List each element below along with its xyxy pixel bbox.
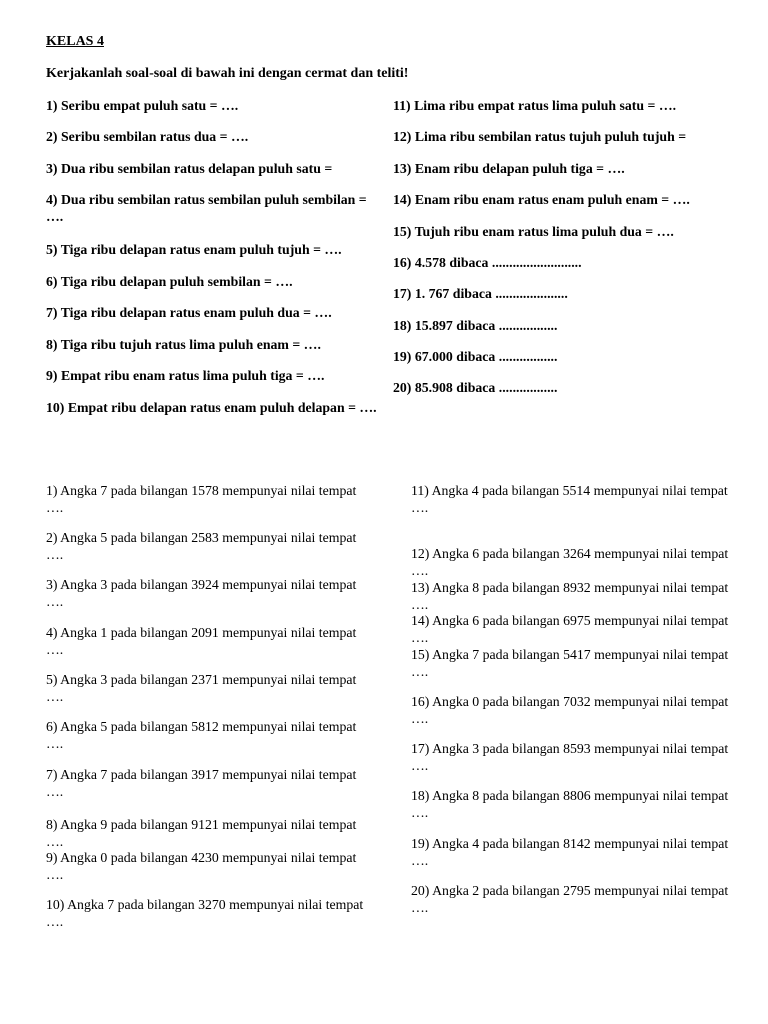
place-value-item: 15) Angka 7 pada bilangan 5417 mempunyai nilai tempat …. (411, 647, 729, 679)
question-item: 2) Seribu sembilan ratus dua = …. (46, 129, 249, 144)
place-value-item: 18) Angka 8 pada bilangan 8806 mempunyai nilai tempat …. (411, 788, 729, 820)
place-value-item: 11) Angka 4 pada bilangan 5514 mempunyai nilai tempat …. (411, 483, 728, 515)
place-value-item: 6) Angka 5 pada bilangan 5812 mempunyai nilai tempat …. (46, 719, 357, 751)
place-value-item: 17) Angka 3 pada bilangan 8593 mempunyai nilai tempat …. (411, 741, 729, 773)
question-item: 20) 85.908 dibaca ................. (393, 380, 558, 395)
question-item: 19) 67.000 dibaca ................. (393, 349, 558, 364)
question-item: 1) Seribu empat puluh satu = …. (46, 98, 239, 113)
question-item: 5) Tiga ribu delapan ratus enam puluh tujuh = …. (46, 242, 342, 257)
instruction-text: Kerjakanlah soal-soal di bawah ini dengan cermat dan teliti! (46, 66, 409, 81)
page-title: KELAS 4 (46, 34, 104, 49)
place-value-item: 5) Angka 3 pada bilangan 2371 mempunyai nilai tempat …. (46, 672, 357, 704)
question-item: 4) Dua ribu sembilan ratus sembilan puluh sembilan = …. (46, 192, 367, 224)
question-item: 10) Empat ribu delapan ratus enam puluh delapan = …. (46, 400, 377, 415)
place-value-item: 14) Angka 6 pada bilangan 6975 mempunyai nilai tempat …. (411, 613, 729, 645)
place-value-item: 3) Angka 3 pada bilangan 3924 mempunyai nilai tempat …. (46, 577, 357, 609)
place-value-item: 8) Angka 9 pada bilangan 9121 mempunyai nilai tempat …. (46, 817, 357, 849)
place-value-item: 10) Angka 7 pada bilangan 3270 mempunyai nilai tempat …. (46, 897, 364, 929)
place-value-item: 13) Angka 8 pada bilangan 8932 mempunyai nilai tempat …. (411, 580, 729, 612)
place-value-item: 9) Angka 0 pada bilangan 4230 mempunyai nilai tempat …. (46, 850, 357, 882)
question-item: 12) Lima ribu sembilan ratus tujuh puluh tujuh = (393, 129, 687, 144)
question-item: 8) Tiga ribu tujuh ratus lima puluh enam = …. (46, 337, 321, 352)
place-value-item: 19) Angka 4 pada bilangan 8142 mempunyai nilai tempat …. (411, 836, 729, 868)
place-value-item: 1) Angka 7 pada bilangan 1578 mempunyai nilai tempat …. (46, 483, 357, 515)
question-item: 14) Enam ribu enam ratus enam puluh enam = …. (393, 192, 690, 207)
question-item: 18) 15.897 dibaca ................. (393, 318, 558, 333)
place-value-item: 7) Angka 7 pada bilangan 3917 mempunyai nilai tempat …. (46, 767, 357, 799)
place-value-item: 4) Angka 1 pada bilangan 2091 mempunyai nilai tempat …. (46, 625, 357, 657)
question-item: 11) Lima ribu empat ratus lima puluh satu = …. (393, 98, 677, 113)
question-item: 13) Enam ribu delapan puluh tiga = …. (393, 161, 625, 176)
question-item: 7) Tiga ribu delapan ratus enam puluh dua = …. (46, 305, 332, 320)
place-value-item: 12) Angka 6 pada bilangan 3264 mempunyai nilai tempat …. (411, 546, 729, 578)
question-item: 17) 1. 767 dibaca ..................... (393, 286, 568, 301)
question-item: 3) Dua ribu sembilan ratus delapan puluh satu = (46, 161, 333, 176)
place-value-item: 16) Angka 0 pada bilangan 7032 mempunyai nilai tempat …. (411, 694, 729, 726)
question-item: 6) Tiga ribu delapan puluh sembilan = …. (46, 274, 293, 289)
place-value-item: 2) Angka 5 pada bilangan 2583 mempunyai nilai tempat …. (46, 530, 357, 562)
place-value-item: 20) Angka 2 pada bilangan 2795 mempunyai nilai tempat …. (411, 883, 729, 915)
question-item: 15) Tujuh ribu enam ratus lima puluh dua = …. (393, 224, 674, 239)
question-item: 16) 4.578 dibaca .......................... (393, 255, 582, 270)
question-item: 9) Empat ribu enam ratus lima puluh tiga = …. (46, 368, 325, 383)
